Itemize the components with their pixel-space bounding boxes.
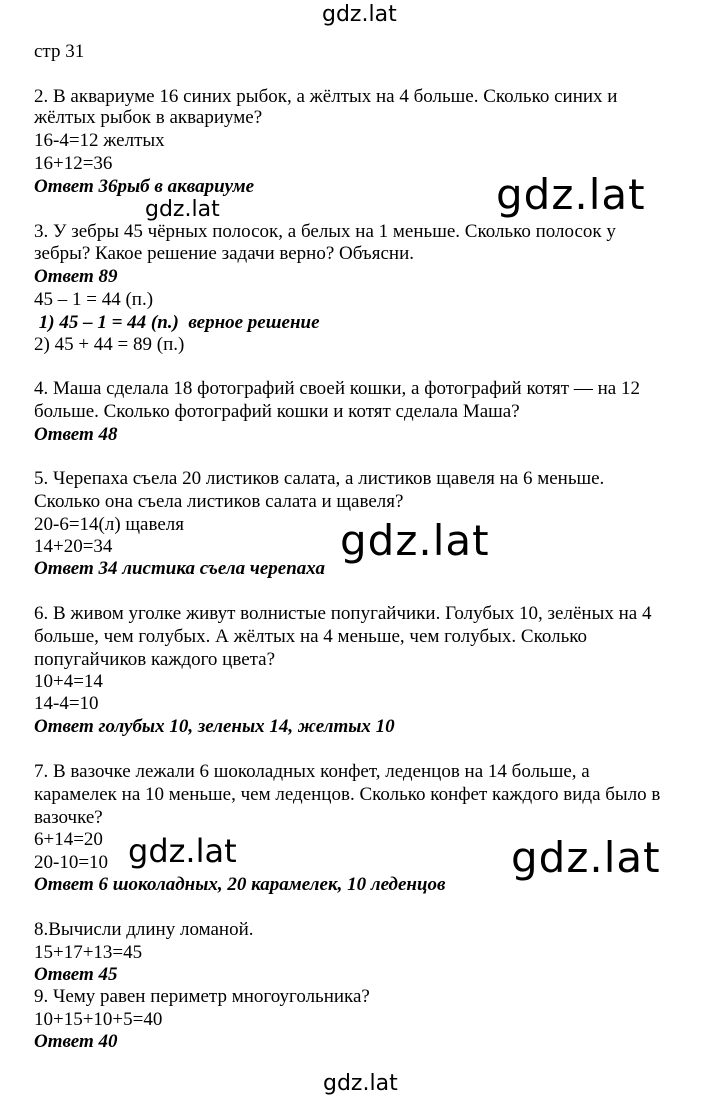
watermark-large-2: gdz.lat xyxy=(340,516,490,565)
watermark-small-mid: gdz.lat xyxy=(145,197,220,222)
task-4-text: 4. Маша сделала 18 фотографий своей кошки, а фотографий котят — на 12 xyxy=(34,378,640,399)
task-6-text: попугайчиков каждого цвета? xyxy=(34,649,276,670)
task-3-text: 3. У зебры 45 чёрных полосок, а белых на 1 меньше. Сколько полосок у xyxy=(34,221,616,242)
page-reference: стр 31 xyxy=(34,41,85,62)
task-7-solution: 6+14=20 xyxy=(34,829,103,850)
task-6-text: больше, чем голубых. А жёлтых на 4 меньше, чем голубых. Сколько xyxy=(34,626,588,647)
task-2-solution: 16+12=36 xyxy=(34,153,113,174)
task-5-text: 5. Черепаха съела 20 листиков салата, а листиков щавеля на 6 меньше. xyxy=(34,468,605,489)
task-4-answer: Ответ 48 xyxy=(34,424,118,445)
task-6-answer: Ответ голубых 10, зеленых 14, желтых 10 xyxy=(34,716,395,737)
task-7-answer: Ответ 6 шоколадных, 20 карамелек, 10 леденцов xyxy=(34,874,446,895)
task-7-text: карамелек на 10 меньше, чем леденцов. Сколько конфет каждого вида было в xyxy=(34,784,661,805)
task-5-text: Сколько она съела листиков салата и щавеля? xyxy=(34,491,404,512)
task-6-text: 6. В живом уголке живут волнистые попугайчики. Голубых 10, зелёных на 4 xyxy=(34,603,652,624)
watermark-small-low: gdz.lat xyxy=(128,832,237,870)
task-6-solution: 10+4=14 xyxy=(34,671,103,692)
task-7-text: 7. В вазочке лежали 6 шоколадных конфет, леденцов на 14 больше, а xyxy=(34,761,590,782)
task-9-solution: 10+15+10+5=40 xyxy=(34,1009,163,1030)
task-2-text: 2. В аквариуме 16 синих рыбок, а жёлтых на 4 больше. Сколько синих и xyxy=(34,86,618,107)
task-8-answer: Ответ 45 xyxy=(34,964,118,985)
watermark-large-3: gdz.lat xyxy=(511,833,661,882)
task-3-solution: 2) 45 + 44 = 89 (п.) xyxy=(34,334,185,355)
watermark-top: gdz.lat xyxy=(322,2,397,27)
task-2-text: жёлтых рыбок в аквариуме? xyxy=(34,107,263,128)
task-3-solution: 1) 45 – 1 = 44 (п.) верное решение xyxy=(34,312,320,333)
task-3-answer: Ответ 89 xyxy=(34,266,118,287)
watermark-large-1: gdz.lat xyxy=(496,170,646,219)
task-3-solution: 45 – 1 = 44 (п.) xyxy=(34,289,154,310)
task-7-text: вазочке? xyxy=(34,807,103,828)
task-9-text: 9. Чему равен периметр многоугольника? xyxy=(34,986,370,1007)
task-9-answer: Ответ 40 xyxy=(34,1031,118,1052)
task-5-solution: 14+20=34 xyxy=(34,536,113,557)
task-5-answer: Ответ 34 листика съела черепаха xyxy=(34,558,326,579)
task-8-text: 8.Вычисли длину ломаной. xyxy=(34,919,254,940)
task-6-solution: 14-4=10 xyxy=(34,693,99,714)
task-2-solution: 16-4=12 желтых xyxy=(34,130,165,151)
task-2-answer: Ответ 36рыб в аквариуме xyxy=(34,176,255,197)
task-4-text: больше. Сколько фотографий кошки и котят сделала Маша? xyxy=(34,401,520,422)
task-5-solution: 20-6=14(л) щавеля xyxy=(34,514,185,535)
task-3-text: зебры? Какое решение задачи верно? Объясни. xyxy=(34,243,414,264)
watermark-bottom: gdz.lat xyxy=(323,1071,398,1096)
task-7-solution: 20-10=10 xyxy=(34,852,109,873)
task-8-solution: 15+17+13=45 xyxy=(34,942,143,963)
